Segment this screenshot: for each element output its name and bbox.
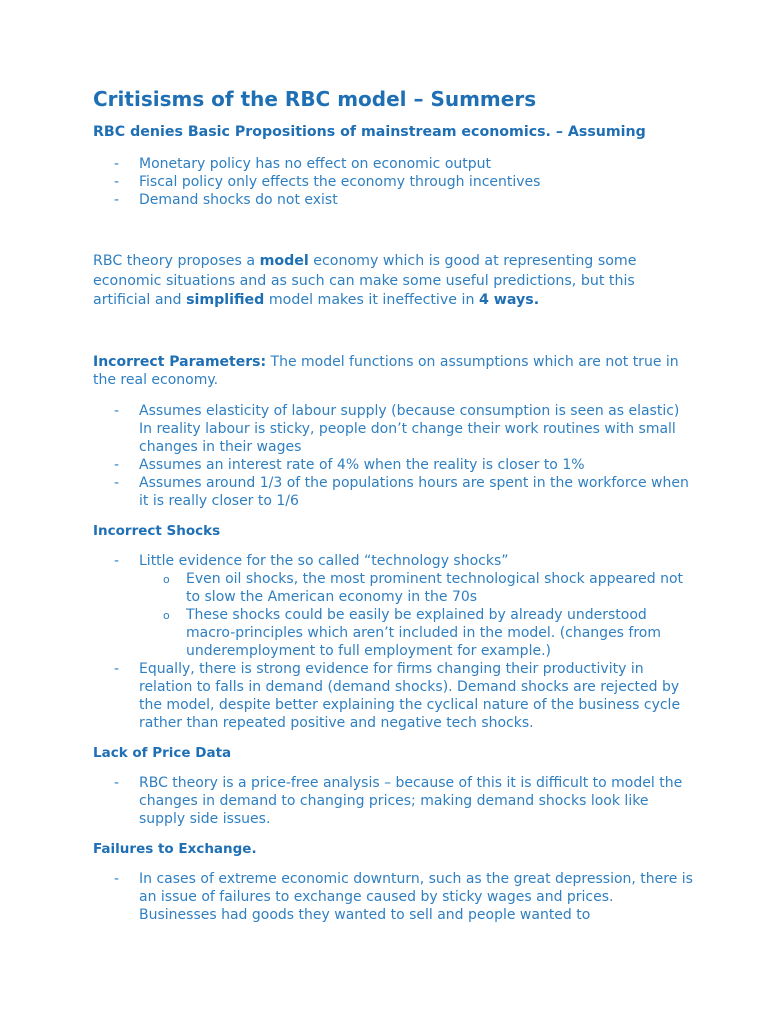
list-item: - Fiscal policy only effects the economy through incentives xyxy=(93,173,693,191)
sub-list-item: o These shocks could be easily be explained by already understood macro-principles which aren’t included in the model. (changes from underemployment to full employment for example.) xyxy=(139,606,693,660)
incorrect-shocks-heading: Incorrect Shocks xyxy=(93,522,221,539)
theory-text-3: model makes it ineffective in xyxy=(264,292,479,308)
list-item: - RBC theory is a price-free analysis – because of this it is difficult to model the changes in demand to changing prices; making demand shocks look like supply side issues. xyxy=(93,774,693,828)
list-item: - Demand shocks do not exist xyxy=(93,191,693,209)
intro-heading: RBC denies Basic Propositions of mainstream economics. – Assuming xyxy=(93,124,646,140)
sub-list-item: o Even oil shocks, the most prominent technological shock appeared not to slow the American economy in the 70s xyxy=(139,570,693,606)
theory-bold-model: model xyxy=(259,253,309,269)
list-item: - Equally, there is strong evidence for firms changing their productivity in relation to falls in demand (demand shocks). Demand shocks are rejected by the model, despite better explaining the cyclical nature of the business cycle rather than repeated positive and negative tech shocks. xyxy=(93,660,693,732)
incorrect-parameters-list xyxy=(93,402,693,510)
theory-paragraph xyxy=(93,252,693,311)
intro-list xyxy=(93,155,693,209)
incorrect-parameters-paragraph xyxy=(93,353,693,389)
list-item-text: Little evidence for the so called “technology shocks” xyxy=(139,552,509,569)
incorrect-parameters-text: The model functions on assumptions which are not true in the real economy. xyxy=(93,353,679,388)
incorrect-shocks-list xyxy=(93,552,693,732)
failures-to-exchange-heading: Failures to Exchange. xyxy=(93,840,257,857)
theory-bold-4-ways: 4 ways. xyxy=(478,292,540,308)
list-item: - Assumes an interest rate of 4% when the reality is closer to 1% xyxy=(93,456,693,474)
incorrect-parameters-heading: Incorrect Parameters: xyxy=(93,353,267,370)
failures-to-exchange-list xyxy=(93,870,693,924)
list-item: - Assumes around 1/3 of the populations hours are spent in the workforce when it is really closer to 1/6 xyxy=(93,474,693,510)
document-title: Critisisms of the RBC model – Summers xyxy=(93,87,537,111)
document-page xyxy=(93,86,693,924)
lack-of-price-data-list xyxy=(93,774,693,828)
theory-text-2: economy which is good at representing some economic situations and as such can make some useful predictions, but this artificial and xyxy=(93,253,637,308)
lack-of-price-data-heading: Lack of Price Data xyxy=(93,744,232,761)
incorrect-shocks-sublist xyxy=(139,570,693,660)
list-item: - Assumes elasticity of labour supply (because consumption is seen as elastic) In reality labour is sticky, people don’t change their work routines with small changes in their wages xyxy=(93,402,693,456)
list-item xyxy=(93,552,693,660)
list-item: - Monetary policy has no effect on economic output xyxy=(93,155,693,173)
theory-text-1: RBC theory proposes a xyxy=(93,253,260,269)
theory-bold-simplified: simplified xyxy=(186,292,265,308)
list-item: - In cases of extreme economic downturn, such as the great depression, there is an issue of failures to exchange caused by sticky wages and prices. Businesses had goods they wanted to sell and people wanted to xyxy=(93,870,693,924)
